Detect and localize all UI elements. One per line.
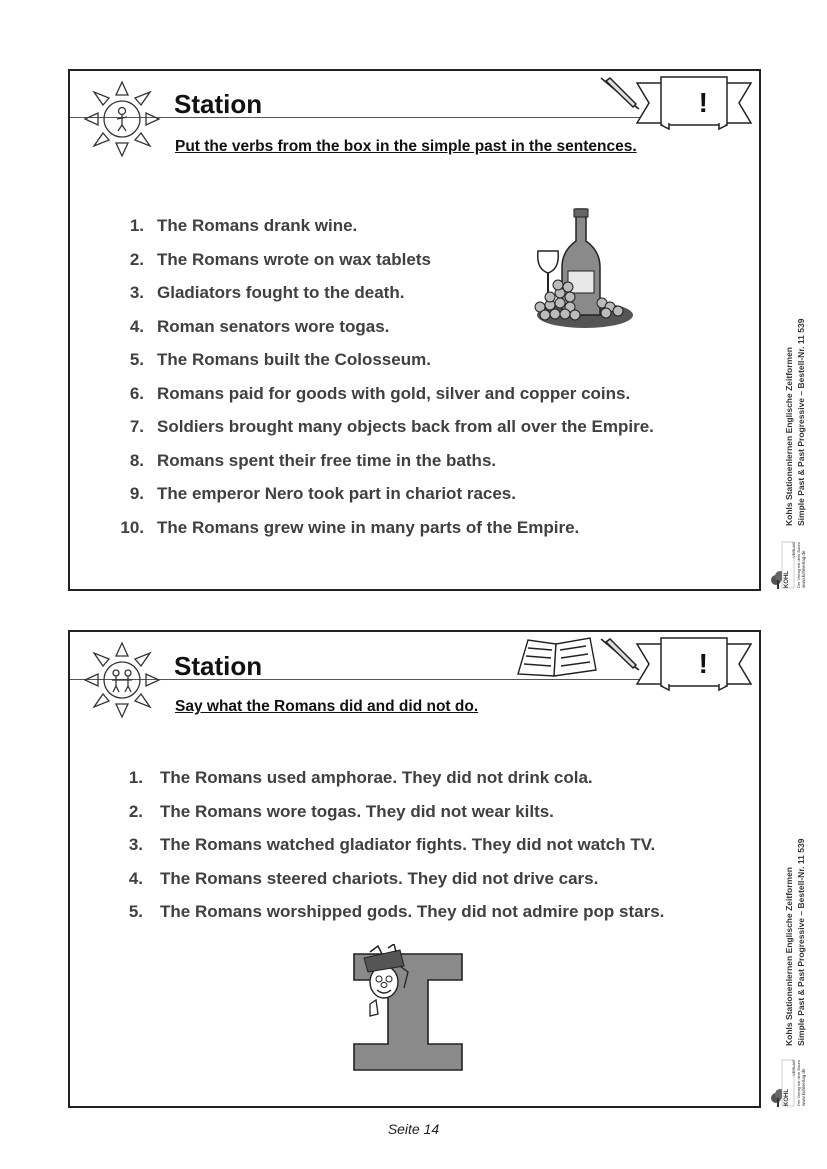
- letter-i-character-icon: [350, 944, 470, 1074]
- list-item: 5. The Romans worshipped gods. They did not admire pop stars.: [128, 902, 665, 921]
- sidebar-order-number: Simple Past & Past Progressive – Bestell-Nr. 11 539: [796, 838, 806, 1046]
- list-item: 3. Gladiators fought to the death.: [129, 283, 405, 302]
- list-item: 1. The Romans drank wine.: [129, 216, 358, 235]
- list-item: 4. Roman senators wore togas.: [129, 316, 390, 336]
- publisher-name: KOHL: [784, 571, 790, 588]
- publisher-website: www.kohlverlag.de: [801, 1068, 806, 1106]
- exclamation-mark: !: [698, 87, 708, 118]
- sentence-list: [118, 216, 738, 551]
- list-item: 2. The Romans wore togas. They did not wear kilts.: [128, 801, 554, 821]
- list-item: 9. The emperor Nero took part in chariot races.: [129, 484, 516, 503]
- list-item: 7. Soldiers brought many objects back from all over the Empire.: [129, 417, 654, 436]
- station-title: Station: [174, 651, 263, 681]
- publisher-tag: VERLAG: [791, 1059, 796, 1076]
- sun-icon: [82, 79, 164, 159]
- publisher-slogan: Der Verlag mit dem Baum: [796, 542, 801, 588]
- publisher-website: www.kohlverlag.de: [801, 550, 806, 588]
- instruction-text: Put the verbs from the box in the simple past in the sentences.: [175, 138, 637, 155]
- list-item: 10. The Romans grew wine in many parts of the Empire.: [120, 517, 580, 537]
- list-item: 6. Romans paid for goods with gold, silver and copper coins.: [129, 383, 631, 403]
- station-title: Station: [174, 89, 263, 119]
- exclamation-banner: [635, 634, 753, 692]
- publisher-sidebar: [780, 280, 810, 590]
- exclamation-banner: [635, 73, 753, 131]
- publisher-sidebar: [780, 800, 810, 1110]
- publisher-slogan: Der Verlag mit dem Baum: [796, 1060, 801, 1106]
- station-card-1: [68, 69, 761, 591]
- station-card-2: [68, 630, 761, 1108]
- exclamation-mark: !: [698, 648, 708, 679]
- instruction-text: Say what the Romans did and did not do.: [175, 698, 479, 715]
- sidebar-title: Kohls Stationenlernen Englische Zeitformen: [784, 347, 794, 526]
- publisher-name: KOHL: [784, 1089, 790, 1106]
- list-item: 1. The Romans used amphorae. They did not drink cola.: [128, 768, 593, 787]
- list-item: 5. The Romans built the Colosseum.: [129, 350, 431, 369]
- list-item: 4. The Romans steered chariots. They did not drive cars.: [128, 868, 599, 888]
- sentence-list: [121, 768, 741, 936]
- list-item: 3. The Romans watched gladiator fights. They did not watch TV.: [128, 835, 656, 854]
- sidebar-title: Kohls Stationenlernen Englische Zeitformen: [784, 867, 794, 1046]
- sidebar-order-number: Simple Past & Past Progressive – Bestell-Nr. 11 539: [796, 318, 806, 526]
- list-item: 8. Romans spent their free time in the baths.: [129, 450, 497, 470]
- sun-icon: [82, 640, 164, 720]
- open-book-icon: [514, 636, 600, 678]
- page-number: Seite 14: [387, 1121, 440, 1137]
- publisher-tag: VERLAG: [791, 541, 796, 558]
- list-item: 2. The Romans wrote on wax tablets: [129, 249, 431, 269]
